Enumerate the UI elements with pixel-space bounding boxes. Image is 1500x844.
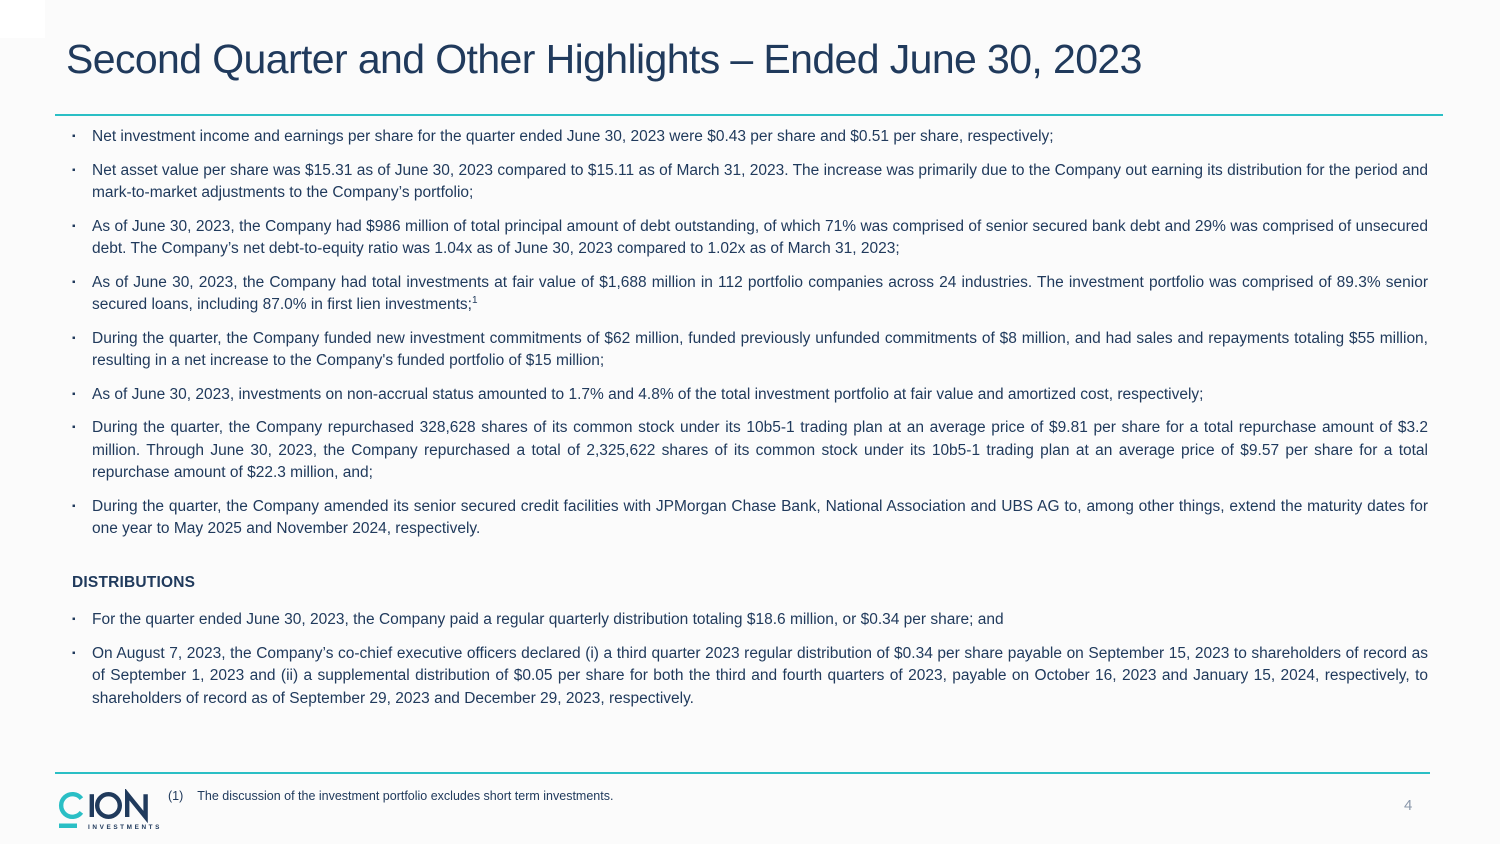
bullet-text: Net asset value per share was $15.31 as of June 30, 2023 compared to $15.11 as of March 31, 2023. The increase was primarily due to the Company out earning its distribution for the period and mark-to-market adjustments to the Company’s portfolio;	[92, 161, 1428, 201]
bullet-item	[72, 417, 1428, 485]
logo-teal-bar	[59, 824, 77, 829]
logo-letter-c	[61, 794, 81, 817]
bullet-marker-icon: ▪	[72, 164, 76, 176]
footnote-text: The discussion of the investment portfolio excludes short term investments.	[197, 789, 614, 803]
bullet-item	[72, 328, 1428, 373]
page-title: Second Quarter and Other Highlights – Ended June 30, 2023	[66, 36, 1142, 82]
bullet-text: As of June 30, 2023, the Company had $986 million of total principal amount of debt outstanding, of which 71% was comprised of senior secured bank debt and 29% was comprised of unsecured debt. The Company’s net debt-to-equity ratio was 1.04x as of June 30, 2023 compared to 1.02x as of March 31, 2023;	[92, 217, 1428, 257]
bullet-text: Net investment income and earnings per share for the quarter ended June 30, 2023 were $0.43 per share and $0.51 per share, respectively;	[92, 128, 1054, 145]
corner-patch	[0, 0, 45, 38]
bullet-item	[72, 643, 1428, 711]
bullet-text: As of June 30, 2023, the Company had total investments at fair value of $1,688 million in 112 portfolio companies across 24 industries. The investment portfolio was comprised of 89.3% senior secured loans, including 87.0% in first lien investments;$^1$	[92, 273, 1428, 313]
bullet-item	[72, 272, 1428, 317]
footer-divider	[55, 772, 1430, 774]
footnote-reference: 1	[471, 294, 478, 306]
logo-letter-n	[127, 794, 145, 817]
bullet-item	[72, 160, 1428, 205]
bullet-text: During the quarter, the Company repurchased 328,628 shares of its common stock under its 10b5-1 trading plan at an average price of $9.81 per share for a total repurchase amount of $3.2 million. Through June 30, 2023, the Company repurchased a total of 2,325,622 shares of its common stock under its 10b5-1 trading plan at an average price of $9.57 per share for a total repurchase amount of $22.3 million, and;	[92, 419, 1428, 481]
distributions-bullet-list	[72, 609, 1428, 710]
bullet-marker-icon: ▪	[72, 276, 76, 288]
bullet-text: During the quarter, the Company funded new investment commitments of $62 million, funded previously unfunded commitments of $8 million, and had sales and repayments totaling $55 million, resulting in a net increase to the Company's funded portfolio of $15 million;	[92, 329, 1428, 369]
footnote-marker: (1)	[168, 789, 184, 803]
highlights-bullet-list	[72, 126, 1428, 541]
title-divider	[55, 114, 1443, 116]
footnote	[168, 789, 613, 803]
bullet-marker-icon: ▪	[72, 332, 76, 344]
bullet-item	[72, 126, 1428, 149]
page-number: 4	[1404, 797, 1413, 814]
bullet-marker-icon: ▪	[72, 388, 76, 400]
bullet-text: On August 7, 2023, the Company’s co-chief executive officers declared (i) a third quarter 2023 regular distribution of $0.34 per share payable on September 15, 2023 to shareholders of record as of September 1, 2023 and (ii) a supplemental distribution of $0.05 per share for both the third and fourth quarters of 2023, payable on October 16, 2023 and January 15, 2024, respectively, to shareholders of record as of September 29, 2023 and December 29, 2023, respectively.	[92, 644, 1428, 707]
bullet-marker-icon: ▪	[72, 131, 76, 142]
cion-logo-graphic	[55, 789, 161, 839]
highlights-section	[72, 126, 1428, 721]
bullet-item	[72, 496, 1428, 541]
bullet-marker-icon: ▪	[72, 422, 76, 433]
bullet-marker-icon: ▪	[72, 647, 76, 659]
bullet-marker-icon: ▪	[72, 614, 76, 625]
bullet-item	[72, 609, 1428, 632]
logo-subtext: INVESTMENTS	[88, 823, 161, 831]
bullet-text: As of June 30, 2023, investments on non-accrual status amounted to 1.7% and 4.8% of the total investment portfolio at fair value and amortized cost, respectively;	[92, 385, 1204, 403]
bullet-marker-icon: ▪	[72, 500, 76, 512]
bullet-item	[72, 384, 1428, 407]
bullet-text: During the quarter, the Company amended its senior secured credit facilities with JPMorgan Chase Bank, National Association and UBS AG to, among other things, extend the maturity dates for one year to May 2025 and November 2024, respectively.	[92, 497, 1428, 537]
logo-letter-o	[97, 794, 120, 817]
bullet-item	[72, 216, 1428, 261]
bullet-text: For the quarter ended June 30, 2023, the Company paid a regular quarterly distribution totaling $18.6 million, or $0.34 per share; and	[92, 611, 1004, 628]
cion-logo	[55, 789, 161, 839]
bullet-marker-icon: ▪	[72, 220, 76, 232]
distributions-heading: DISTRIBUTIONS	[72, 573, 196, 591]
